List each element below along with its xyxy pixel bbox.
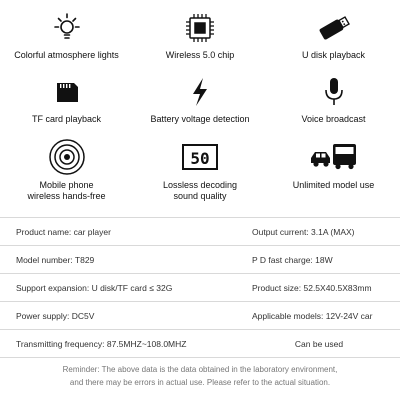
spec-cell: Product size: 52.5X40.5X83mm [252,282,372,293]
feature-hands-free [0,138,133,218]
spec-cell: Output current: 3.1A (MAX) [252,226,355,237]
spec-cell: Model number: T829 [16,254,95,265]
bulb-icon [47,10,87,46]
usb-drive-icon [314,10,354,46]
sd-card-icon [47,74,87,110]
spec-cell: Power supply: DC5V [16,310,95,321]
feature-label: Voice broadcast [301,114,366,124]
reminder-line: and there may be errors in actual use. Please refer to the actual situation. [69,378,331,387]
chip-icon [180,10,220,46]
vehicles-icon [308,138,360,176]
spec-row [0,245,400,273]
spec-row [0,217,400,245]
feature-label: U disk playback [301,50,366,60]
wireless-icon [47,138,87,176]
feature-label: TF card playback [31,114,102,124]
feature-label: Mobile phone wireless hands-free [27,180,106,201]
feature-label: Battery voltage detection [150,114,250,124]
feature-grid [0,10,400,218]
lossless-icon-text: 50 [190,149,210,168]
microphone-icon [314,74,354,110]
spec-cell: Product name: car player [16,226,111,237]
spec-cell: Transmitting frequency: 87.5MHZ~108.0MHZ [16,338,187,349]
feature-atmosphere-lights [0,10,133,74]
feature-lossless-decoding [133,138,267,218]
feature-label: Unlimited model use [292,180,375,190]
feature-wireless-chip [133,10,267,74]
spec-row [0,301,400,329]
feature-label: Colorful atmosphere lights [14,50,119,60]
spec-cell: Applicable models: 12V-24V car [252,310,373,321]
feature-label: Wireless 5.0 chip [165,50,235,60]
feature-u-disk [267,10,400,74]
spec-row [0,273,400,301]
spec-cell: P D fast charge: 18W [252,254,333,265]
spec-cell: Support expansion: U disk/TF card ≤ 32G [16,282,173,293]
reminder-note [20,363,380,389]
lossless-50-icon [180,138,220,176]
reminder-line: Reminder: The above data is the data obtained in the laboratory environment, [62,365,338,374]
feature-battery-voltage [133,74,267,138]
spec-row [0,329,400,358]
spec-cell: Can be used [294,338,344,349]
feature-tf-card [0,74,133,138]
lightning-icon [180,74,220,110]
feature-label: Lossless decoding sound quality [162,180,238,201]
feature-voice-broadcast [267,74,400,138]
spec-table [0,217,400,358]
feature-unlimited-models [267,138,400,218]
